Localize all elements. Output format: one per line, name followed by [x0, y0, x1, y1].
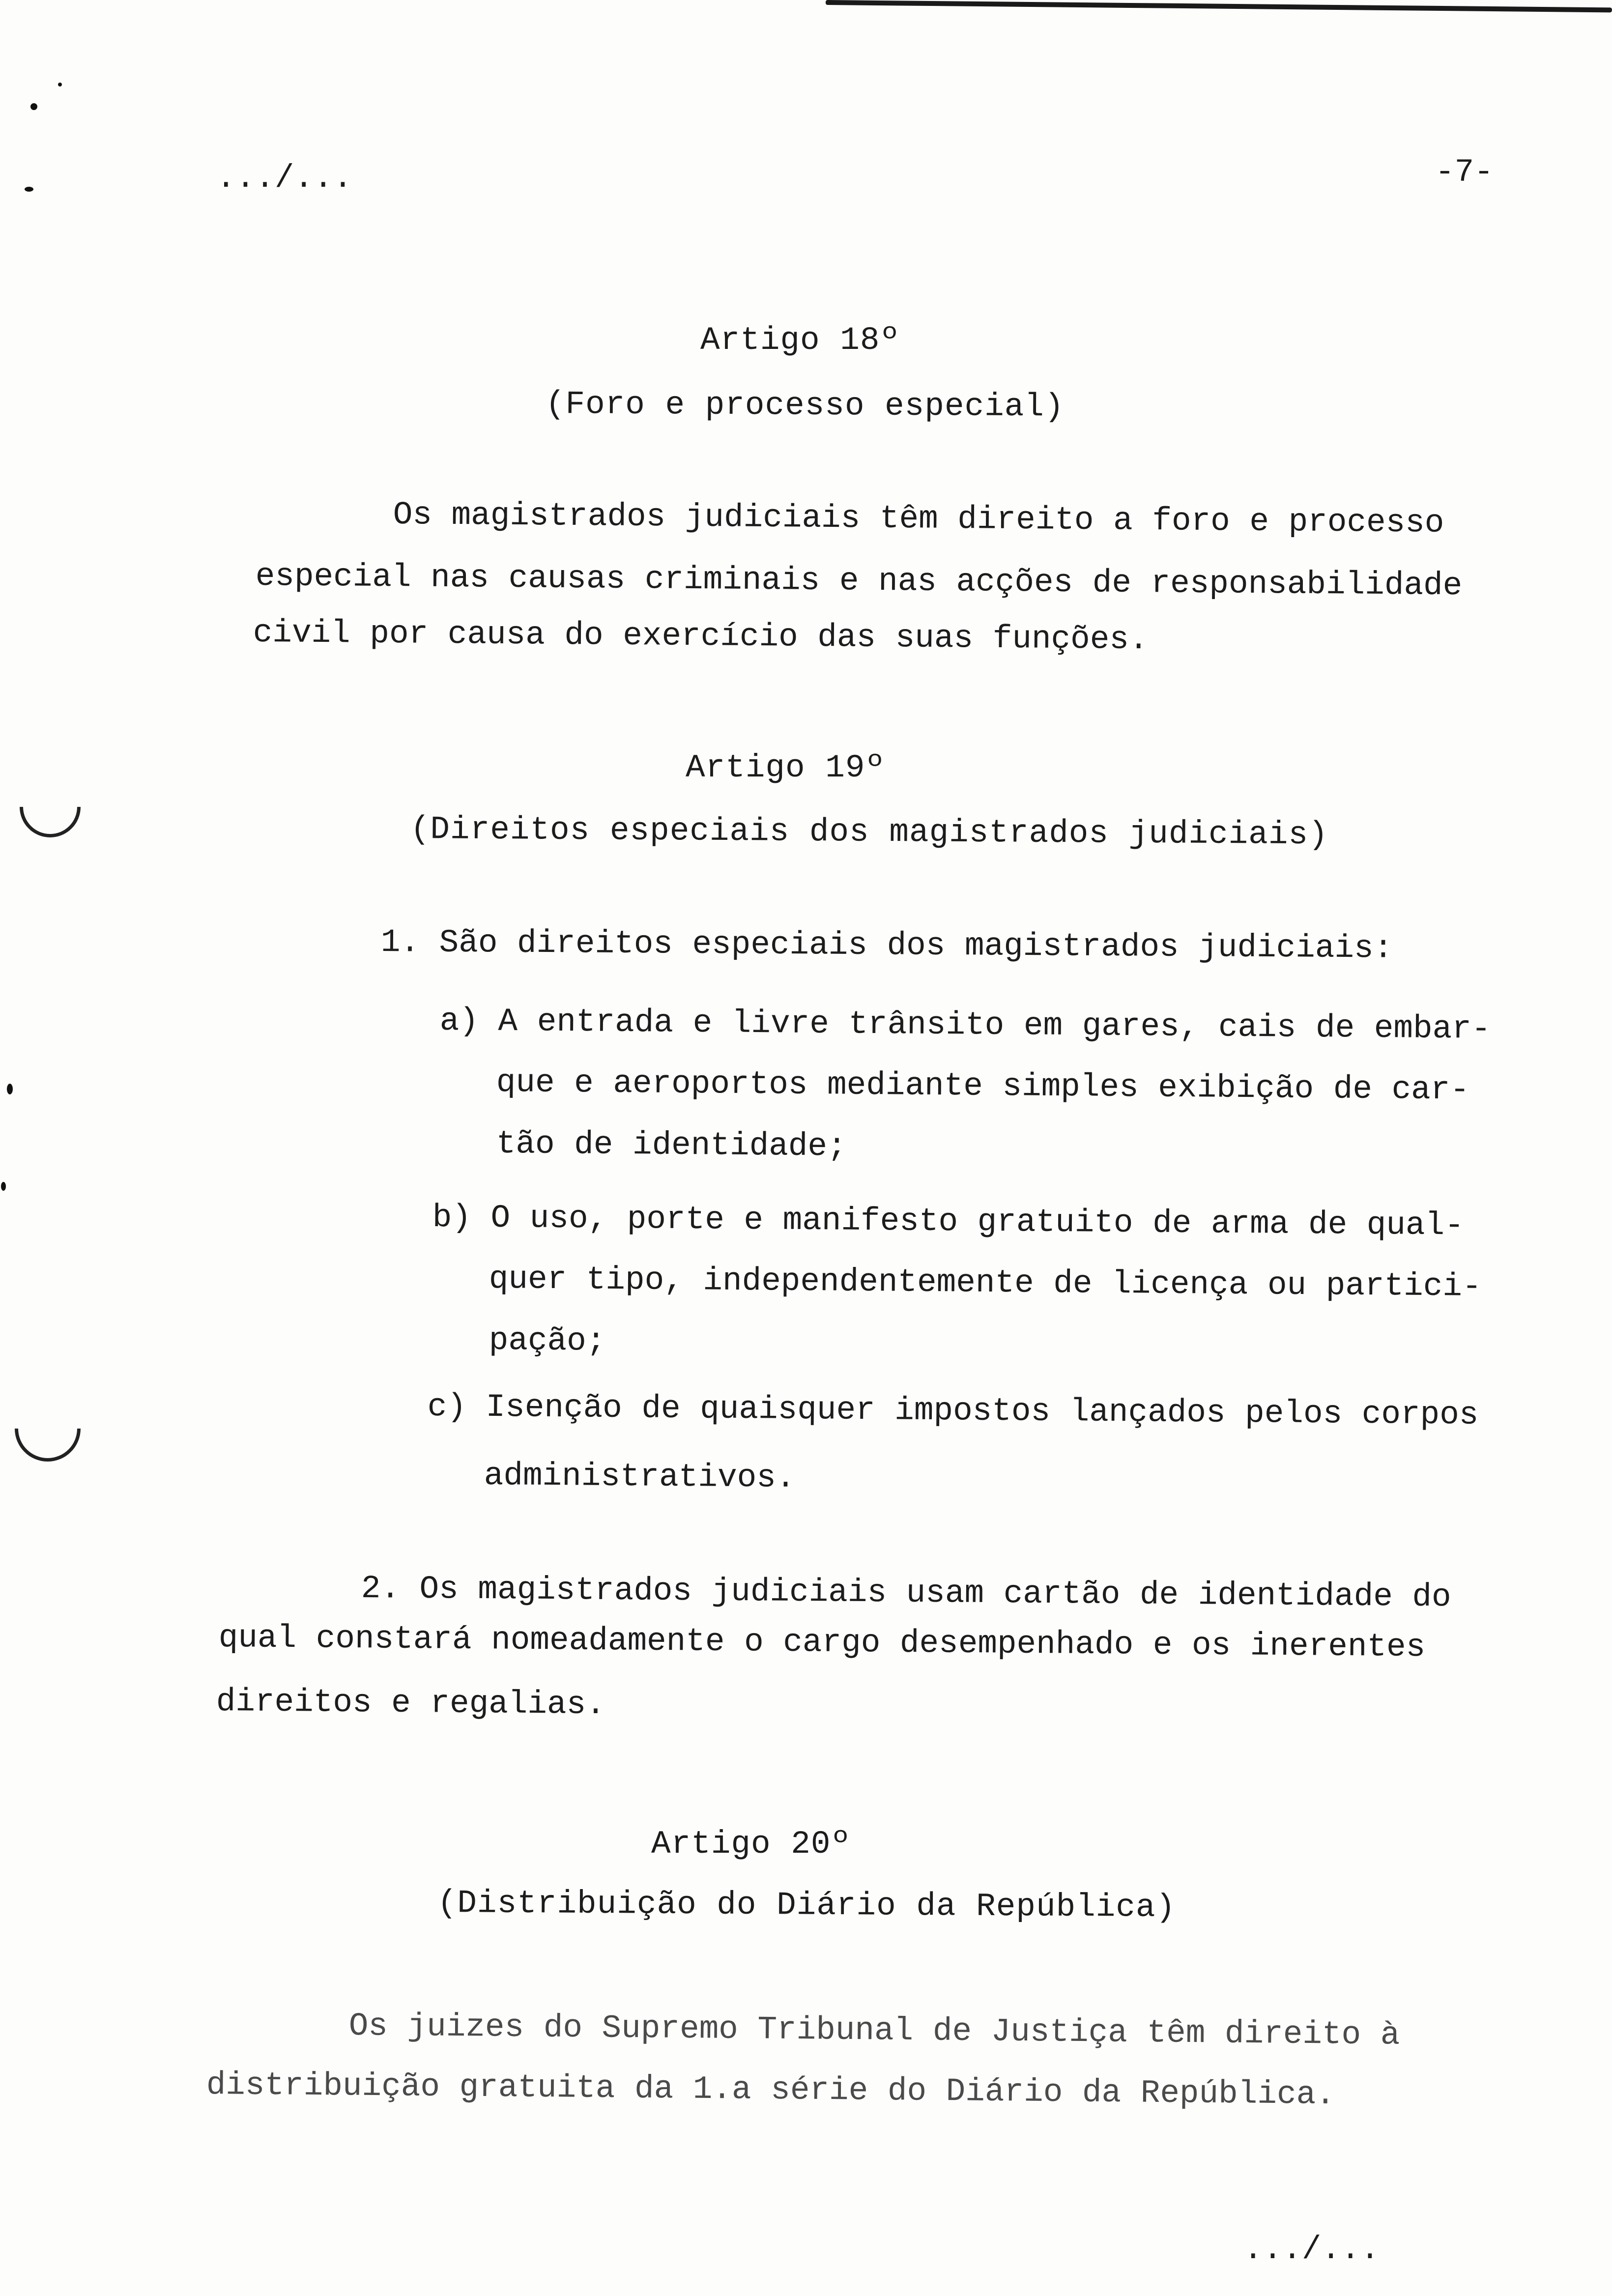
article-19-item-b-line: pação;: [489, 1322, 606, 1360]
binding-hole-arc: [1, 1382, 94, 1475]
article-20-subtitle: (Distribuição do Diário da República): [437, 1885, 1176, 1926]
article-19-item-1-intro: 1. São direitos especiais dos magistrados judiciais:: [380, 924, 1393, 967]
article-20-body-line: distribuição gratuita da 1.a série do Diário da República.: [206, 2066, 1336, 2114]
page-number: -7-: [1435, 154, 1494, 191]
article-19-item-a-line: que e aeroportos mediante simples exibição de car-: [496, 1064, 1470, 1109]
scan-speck: [1, 1182, 6, 1191]
article-19-item-2-line: 2. Os magistrados judiciais usam cartão de identidade do: [361, 1570, 1451, 1616]
scan-speck: [25, 187, 33, 192]
article-19-item-b-line: b) O uso, porte e manifesto gratuito de arma de qual-: [432, 1199, 1465, 1244]
article-19-item-2-line: qual constará nomeadamente o cargo desempenhado e os inerentes: [218, 1619, 1426, 1666]
article-19-item-c-line: administrativos.: [484, 1457, 796, 1496]
article-19-title: Artigo 19º: [686, 749, 886, 786]
article-18-body-line: civil por causa do exercício das suas funções.: [253, 614, 1149, 659]
article-18-subtitle: (Foro e processo especial): [545, 386, 1065, 426]
scan-speck: [7, 1084, 13, 1094]
article-19-item-a-line: tão de identidade;: [496, 1125, 847, 1165]
article-19-subtitle: (Direitos especiais dos magistrados judiciais): [410, 811, 1328, 854]
scan-speck: [30, 103, 37, 110]
article-20-title: Artigo 20º: [651, 1826, 851, 1863]
scan-edge-line: [826, 0, 1612, 12]
article-19-item-b-line: quer tipo, independentemente de licença ou partici-: [489, 1261, 1482, 1305]
article-19-item-2-line: direitos e regalias.: [216, 1683, 606, 1723]
continuation-marker-bottom: .../...: [1243, 2231, 1380, 2268]
continuation-marker-top: .../...: [216, 160, 353, 197]
article-18-body-line: Os magistrados judiciais têm direito a foro e processo: [393, 496, 1444, 542]
binding-hole-arc: [7, 764, 93, 850]
scan-speck: [58, 83, 62, 86]
article-18-title: Artigo 18º: [700, 322, 900, 359]
article-19-item-a-line: a) A entrada e livre trânsito em gares, cais de embar-: [439, 1003, 1491, 1048]
article-18-body-line: especial nas causas criminais e nas acções de responsabilidade: [255, 558, 1463, 604]
article-19-item-c-line: c) Isenção de quaisquer impostos lançados pelos corpos: [427, 1388, 1479, 1434]
article-20-body-line: Os juizes do Supremo Tribunal de Justiça têm direito à: [348, 2008, 1400, 2054]
